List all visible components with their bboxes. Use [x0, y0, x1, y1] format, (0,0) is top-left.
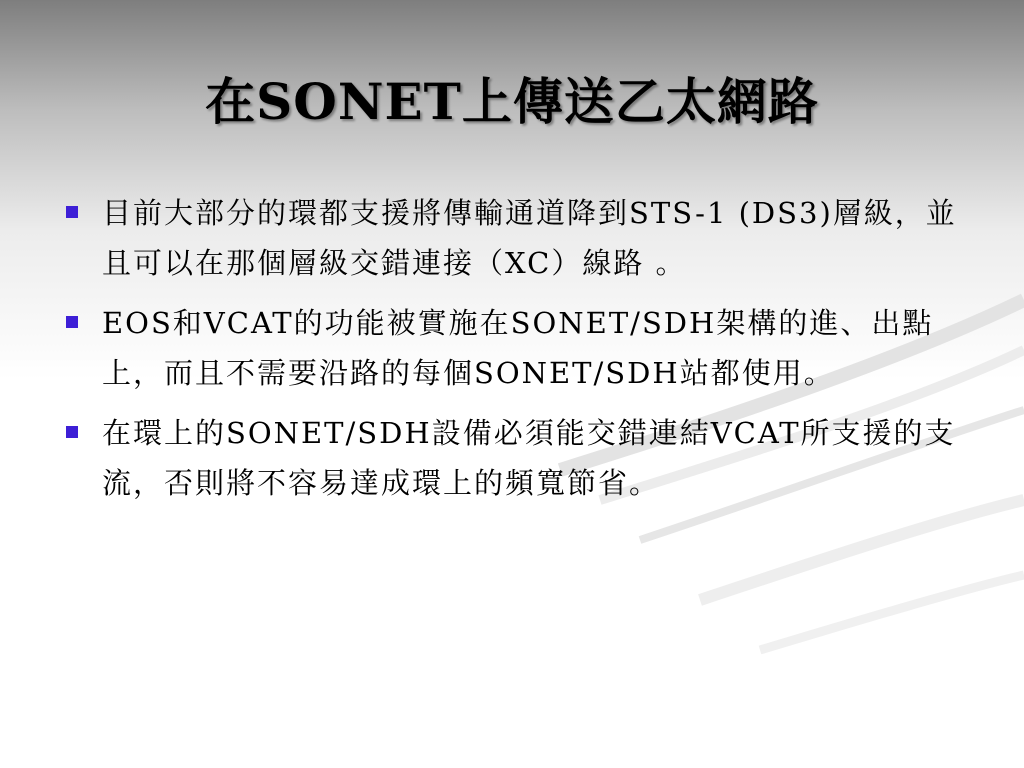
- bullet-list: [62, 188, 962, 518]
- square-bullet-icon: [66, 206, 78, 218]
- bullet-text: 在環上的SONET/SDH設備必須能交錯連結VCAT所支援的支流，否則將不容易達成環上的頻寬節省。: [102, 416, 956, 500]
- bullet-text: 目前大部分的環都支援將傳輸通道降到STS-1 (DS3)層級，並且可以在那個層級交錯連接（XC）線路 。: [102, 196, 957, 280]
- square-bullet-icon: [66, 316, 78, 328]
- slide-title: 在SONET上傳送乙太網路: [205, 72, 819, 131]
- bullet-item: [62, 188, 962, 288]
- bullet-text: EOS和VCAT的功能被實施在SONET/SDH架構的進、出點上，而且不需要沿路的每個SONET/SDH站都使用。: [102, 306, 934, 390]
- square-bullet-icon: [66, 426, 78, 438]
- bullet-item: [62, 408, 962, 508]
- bullet-item: [62, 298, 962, 398]
